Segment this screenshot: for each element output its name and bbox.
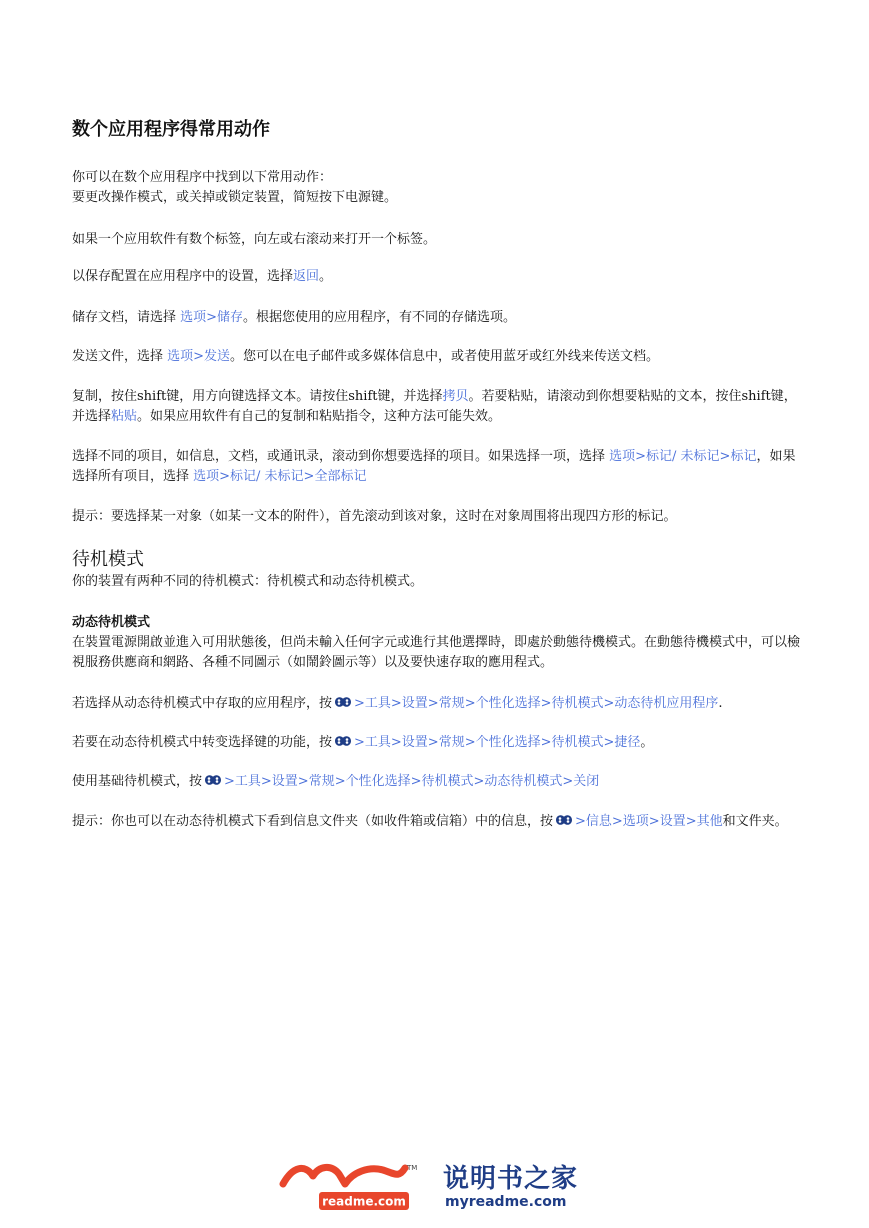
standby-app-text-end: . — [718, 696, 723, 711]
copy-paste-paragraph — [72, 387, 808, 427]
standby-app-path-link[interactable]: >工具>设置>常规>个性化选择>待机模式>动态待机应用程序 — [354, 696, 719, 711]
section-title-common-actions: 数个应用程序得常用动作 — [72, 119, 270, 140]
send-text: 发送文件，选择 — [72, 349, 168, 364]
mark-all-link[interactable]: 选项>标记/ 未标记>全部标记 — [193, 469, 367, 484]
tabs-paragraph: 如果一个应用软件有数个标签，向左或右滚动来打开一个标签。 — [72, 232, 437, 247]
copy-paste-note: 。如果应用软件有自己的复制和粘贴指令，这种方法可能失效。 — [137, 409, 502, 424]
brand-name: 说明书之家 — [443, 1164, 579, 1194]
subtitle-active-standby: 动态待机模式 — [72, 615, 151, 630]
tip-paragraph: 提示：要选择某一对象（如某一文本的附件），首先滚动到该对象，这时在对象周围将出现四方形的标记。 — [72, 509, 677, 524]
active-standby-desc: 在裝置電源開啟並進入可用狀態後，但尚未輸入任何字元或進行其他選擇時，即處於動態待機模式。在動態待機模式中，可以檢視服務供應商和網路、各種不同圖示（如鬧鈴圖示等）以及要快速存取的應用程式。 — [72, 635, 801, 670]
footer-logo — [279, 1160, 589, 1212]
shortcut-text-end: 。 — [640, 735, 654, 750]
menu-key-icon — [202, 773, 224, 787]
copy-link[interactable]: 拷贝 — [442, 389, 469, 404]
send-paragraph — [72, 347, 808, 367]
section-title-standby: 待机模式 — [72, 549, 144, 570]
intro-paragraph — [72, 168, 808, 208]
shortcut-paragraph — [72, 733, 808, 753]
mark-paragraph — [72, 447, 808, 487]
save-text-end: 。根据您使用的应用程序，有不同的存储选项。 — [243, 310, 517, 325]
standby-tip-paragraph — [72, 812, 808, 832]
options-save-link[interactable]: 选项>储存 — [180, 310, 244, 325]
back-link[interactable]: 返回 — [293, 269, 320, 284]
mark-all-text: ，如果选择所有项目，选择 — [72, 449, 796, 484]
save-paragraph — [72, 308, 808, 328]
basic-standby-paragraph — [72, 772, 808, 792]
back-paragraph — [72, 267, 808, 287]
shortcut-path-link[interactable]: >工具>设置>常规>个性化选择>待机模式>捷径 — [354, 735, 641, 750]
save-text: 储存文档，请选择 — [72, 310, 181, 325]
logo-text: readme.com — [322, 1194, 406, 1209]
brand-url: myreadme.com — [445, 1194, 567, 1210]
paste-text: 。若要粘贴，请滚动到你想要粘贴的文本，按住shift键，并选择 — [72, 389, 797, 424]
standby-intro: 你的装置有两种不同的待机模式：待机模式和动态待机模式。 — [72, 574, 424, 589]
basic-standby-text: 使用基础待机模式，按 — [72, 774, 203, 789]
intro-line-1: 你可以在数个应用程序中找到以下常用动作： — [72, 170, 333, 185]
intro-line-2: 要更改操作模式，或关掉或锁定装置，简短按下电源键。 — [72, 190, 398, 205]
standby-tip-text-end: 和文件夹。 — [722, 814, 788, 829]
trademark-mark: TM — [407, 1164, 418, 1172]
paste-link[interactable]: 粘贴 — [111, 409, 138, 424]
standby-app-paragraph — [72, 694, 808, 714]
basic-standby-path-link[interactable]: >工具>设置>常规>个性化选择>待机模式>动态待机模式>关闭 — [224, 774, 600, 789]
standby-app-text: 若选择从动态待机模式中存取的应用程序，按 — [72, 696, 333, 711]
mark-link[interactable]: 选项>标记/ 未标记>标记 — [609, 449, 757, 464]
mark-text: 选择不同的项目，如信息，文档，或通讯录，滚动到你想要选择的项目。如果选择一项，选择 — [72, 449, 610, 464]
menu-key-icon — [332, 734, 354, 748]
copy-text: 复制，按住shift键，用方向键选择文本。请按住shift键，并选择 — [72, 389, 443, 404]
back-text: 以保存配置在应用程序中的设置，选择 — [72, 269, 294, 284]
options-send-link[interactable]: 选项>发送 — [167, 349, 231, 364]
back-text-end: 。 — [319, 269, 333, 284]
menu-key-icon — [553, 813, 575, 827]
messaging-path-link[interactable]: >信息>选项>设置>其他 — [575, 814, 723, 829]
menu-key-icon — [332, 695, 354, 709]
myreadme-logo — [279, 1160, 439, 1212]
send-text-end: 。您可以在电子邮件或多媒体信息中，或者使用蓝牙或红外线来传送文档。 — [230, 349, 660, 364]
standby-tip-text: 提示：你也可以在动态待机模式下看到信息文件夹（如收件箱或信箱）中的信息，按 — [72, 814, 554, 829]
shortcut-text: 若要在动态待机模式中转变选择键的功能，按 — [72, 735, 333, 750]
